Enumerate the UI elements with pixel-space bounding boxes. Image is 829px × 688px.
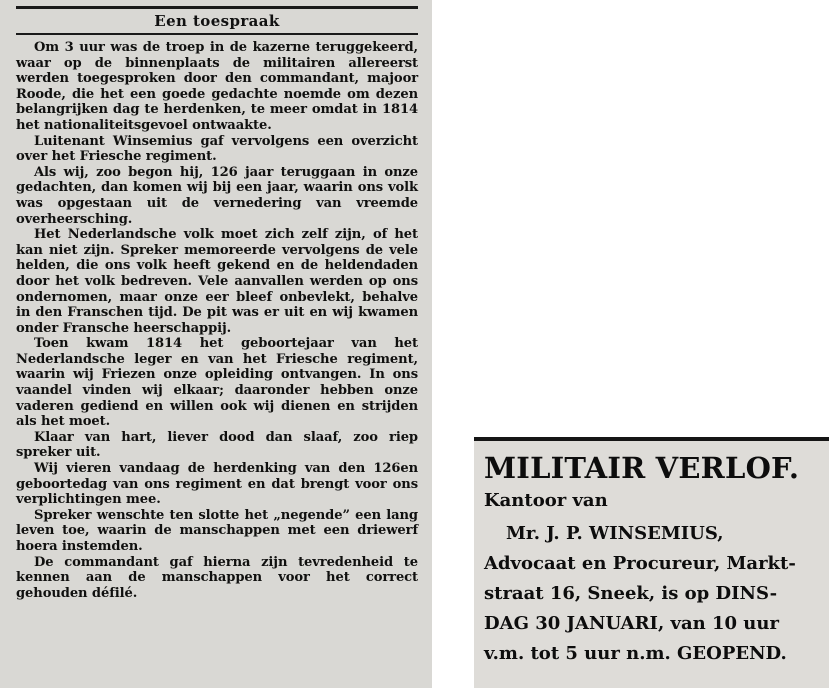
advert-line: v.m. tot 5 uur n.m. GEOPEND.	[484, 643, 787, 664]
advert-content	[474, 441, 829, 673]
advert-body	[484, 519, 821, 669]
article-paragraph: Als wij, zoo begon hij, 126 jaar teruggaan in onze gedachten, dan komen wij bij een jaar, waarin ons volk was opgestaan uit de vernedering van vreemde overheersching.	[16, 164, 418, 227]
article-headline-rule	[16, 33, 418, 35]
article-paragraph: Klaar van hart, liever dood dan slaaf, zoo riep spreker uit.	[16, 429, 418, 461]
article-top-rule	[16, 6, 418, 9]
advert-title: MILITAIR VERLOF.	[484, 451, 800, 485]
article-body	[16, 40, 418, 601]
article-paragraph: Toen kwam 1814 het geboortejaar van het Nederlandsche leger en van het Friesche regiment, waarin wij Friezen onze opleiding ontvangen. In ons vaandel vinden wij elkaar; daaronder hebben onze vaderen gediend en willen ook wij dienen en strijden als het moet.	[16, 336, 418, 430]
advert-advertiser-name	[484, 519, 821, 549]
article-paragraph: Spreker wenschte ten slotte het „negende” een lang leven toe, waarin de manschappen met een driewerf hoera instemden.	[16, 507, 418, 554]
advert-box	[474, 437, 829, 688]
article-paragraph: De commandant gaf hierna zijn tevredenheid te kennen aan de manschappen voor het correct gehouden défilé.	[16, 554, 418, 601]
advert-line: straat 16, Sneek, is op DINS-	[484, 583, 778, 604]
article-headline: Een toespraak	[154, 12, 280, 30]
advert-line: Advocaat en Procureur, Markt-	[484, 553, 796, 574]
advert-subtitle: Kantoor van	[484, 490, 608, 511]
article-paragraph: Luitenant Winsemius gaf vervolgens een overzicht over het Friesche regiment.	[16, 133, 418, 165]
advert-detail-lines	[484, 549, 821, 669]
advert-line: DAG 30 JANUARI, van 10 uur	[484, 613, 779, 634]
article-paragraph: Om 3 uur was de troep in de kazerne teruggekeerd, waar op de binnenplaats de militairen allereerst werden toegesproken door den commandant, majoor Roode, die het een goede gedachte noemde om dezen belangrijken dag te herdenken, te meer omdat in 1814 het nationaliteitsgevoel ontwaakte.	[16, 40, 418, 133]
advert-name-text: Mr. J. P. WINSEMIUS,	[506, 523, 724, 544]
article-paragraph: Het Nederlandsche volk moet zich zelf zijn, of het kan niet zijn. Spreker memoreerde vervolgens de vele helden, die ons volk heeft gekend en de heldendaden door het volk bedreven. Vele aanvallen werden op ons ondernomen, maar onze eer bleef onbevlekt, behalve in den Franschen tijd. De pit was er uit en wij kwamen onder Fransche heerschappij.	[16, 227, 418, 336]
article-paragraph: Wij vieren vandaag de herdenking van den 126en geboortedag van ons regiment en dat brengt voor ons verplichtingen mee.	[16, 461, 418, 508]
